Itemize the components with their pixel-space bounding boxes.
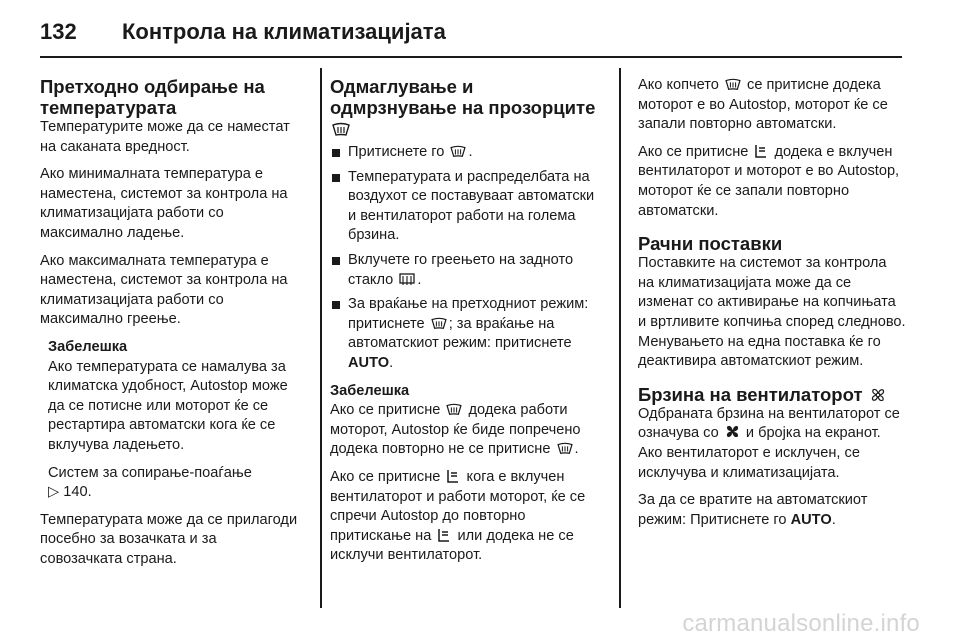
list-item: Температурата и распределбата на воздухот се поставуваат автоматски и вентилаторот работи на голема брзина.: [330, 168, 602, 246]
note-text: Ако температурата се намалува за климатска удобност, Autostop може да се потисне или моторот ќе се рестартира автоматски кога ќе се вклучува ладењето.: [48, 358, 288, 453]
list-item: За враќање на претходниот режим: притиснете ; за враќање на автоматскиот режим: притиснете AUTO.: [330, 295, 602, 373]
column-1: [40, 76, 302, 577]
paragraph: Температурите може да се наместат на саканата вредност.: [40, 119, 290, 155]
paragraph: За да се вратите на автоматскиот режим: Притиснете го AUTO.: [638, 492, 868, 528]
windshield-defrost-icon: [450, 145, 466, 160]
reference-arrow-icon: ▷: [48, 484, 60, 501]
cross-reference[interactable]: [48, 464, 302, 503]
section-heading-defog: Одмаглување и одмрзнување на прозорците: [330, 76, 602, 139]
fan-icon: [437, 528, 451, 544]
windshield-defrost-icon: [725, 78, 741, 93]
fan-icon: [446, 469, 460, 485]
note-block: [40, 338, 302, 503]
note-text: Ако се притисне кога е вклучен вентилаторот и работи моторот, ќе се спречи Autostop до повторно притискање на или додека не се исклучи вентилаторот.: [330, 468, 586, 564]
note-heading: Забелешка: [330, 382, 410, 399]
column-divider-2: [619, 68, 621, 608]
note-heading: Забелешка: [48, 338, 128, 355]
auto-button-label: AUTO: [348, 354, 390, 371]
page-header: [40, 17, 446, 47]
reference-page[interactable]: 140.: [63, 484, 92, 501]
fan-speed-icon: [870, 387, 886, 405]
windshield-defrost-icon: [557, 442, 573, 457]
paragraph: Ако минималната температура е наместена, системот за контрола на климатизацијата работи со максимално ладење.: [40, 166, 288, 241]
list-item: Вклучете го греењето на задното стакло .: [330, 251, 602, 290]
section-heading-manual-settings: Рачни поставки: [638, 233, 783, 255]
paragraph: Поставките на системот за контрола на климатизацијата може да се изменат со активирање на копчињата и вртливите копчиња според следново. Менувањето на една поставка ќе го деактивира автоматскиот режим.: [638, 255, 906, 370]
list-item: Притиснете го .: [330, 143, 602, 163]
column-divider-1: [320, 68, 322, 608]
paragraph: Одбраната брзина на вентилаторот се означува со и бројка на екранот. Ако вентилаторот е исклучен, се исклучува и климатизацијата.: [638, 405, 900, 481]
windshield-defrost-icon: [431, 317, 447, 332]
fan-speed-icon: [725, 424, 740, 441]
bullet-list: [330, 143, 602, 374]
windshield-defrost-icon: [332, 122, 350, 139]
paragraph: Ако максималната температура е наместена, системот за контрола на климатизацијата работи со максимално греење.: [40, 252, 288, 328]
note-text: Ако се притисне додека работи моторот, Autostop ќе биде попречено додека повторно не се притисне .: [330, 402, 581, 458]
page-number: 132: [40, 19, 77, 44]
watermark: carmanualsonline.info: [682, 610, 920, 637]
paragraph: Ако се притисне додека е вклучен вентилаторот и моторот е во Autostop, моторот ќе се запали повторно автоматски.: [638, 143, 900, 219]
windshield-defrost-icon: [446, 403, 462, 418]
reference-label: Систем за сопирање-поаѓање: [48, 464, 252, 481]
column-2: [330, 76, 602, 574]
section-heading-preselect-temperature: Претходно одбирање на температурата: [40, 76, 265, 118]
auto-button-label: AUTO: [790, 511, 832, 528]
paragraph: Ако копчето се притисне додека моторот е во Autostop, моторот ќе се запали повторно автоматски.: [638, 77, 888, 133]
fan-icon: [754, 144, 768, 160]
chapter-title: Контрола на климатизацијата: [122, 19, 446, 44]
rear-window-heat-icon: [399, 273, 415, 288]
header-rule: [40, 56, 902, 58]
section-heading-fan-speed: Брзина на вентилаторот: [638, 384, 906, 405]
column-3: [638, 76, 906, 538]
paragraph: Температурата може да се прилагоди посебно за возачката и за совозачката страна.: [40, 511, 298, 567]
